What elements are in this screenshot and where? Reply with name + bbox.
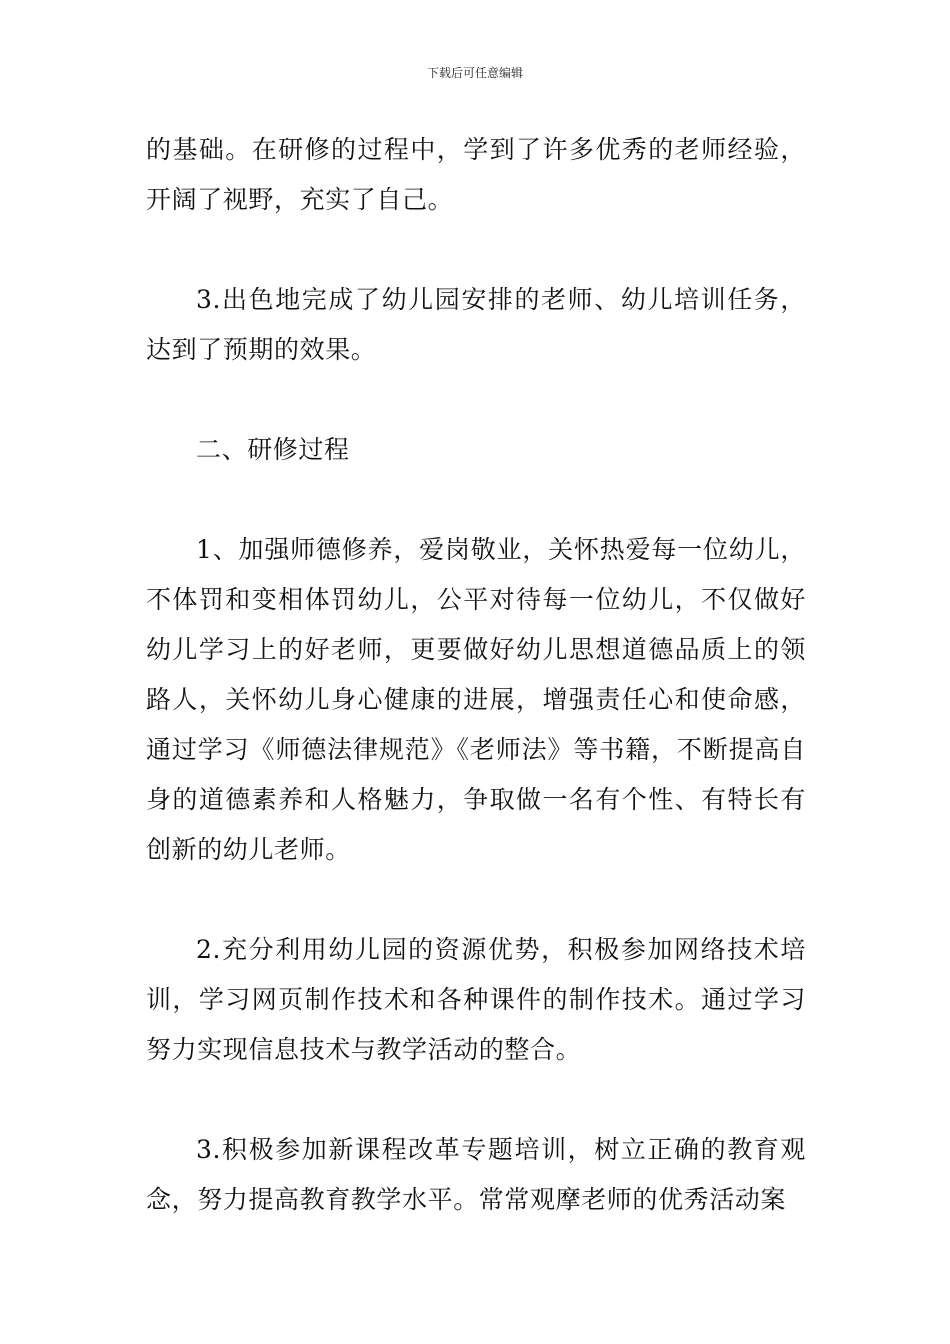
paragraph-spacer [146,1075,806,1125]
paragraph-item-3-curriculum: 3.积极参加新课程改革专题培训，树立正确的教育观念，努力提高教育教学水平。常常观摩老师的优秀活动案 [146,1135,806,1214]
paragraph-spacer [146,225,806,275]
paragraph-item-3-training: 3.出色地完成了幼儿园安排的老师、幼儿培训任务，达到了预期的效果。 [146,285,806,364]
paragraph-item-1-ethics: 1、加强师德修养，爱岗敬业，关怀热爱每一位幼儿，不体罚和变相体罚幼儿，公平对待每一位幼儿，不仅做好幼儿学习上的好老师，更要做好幼儿思想道德品质上的领路人，关怀幼儿身心健康的进展，增强责任心和使命感，通过学习《师德法律规范》《老师法》等书籍，不断提高自身的道德素养和人格魅力，争取做一名有个性、有特长有创新的幼儿老师。 [146,535,806,864]
paragraph-spacer [146,475,806,525]
paragraph-spacer [146,375,806,425]
section-heading-research-process: 二、研修过程 [196,435,350,464]
paragraph-item-2-technology: 2.充分利用幼儿园的资源优势，积极参加网络技术培训，学习网页制作技术和各种课件的制作技术。通过学习努力实现信息技术与教学活动的整合。 [146,935,806,1064]
page-header: 下载后可任意编辑 [426,66,523,80]
paragraph-spacer [146,875,806,925]
document-body [146,125,806,1225]
paragraph-continuation: 的基础。在研修的过程中，学到了许多优秀的老师经验，开阔了视野，充实了自己。 [146,135,806,214]
